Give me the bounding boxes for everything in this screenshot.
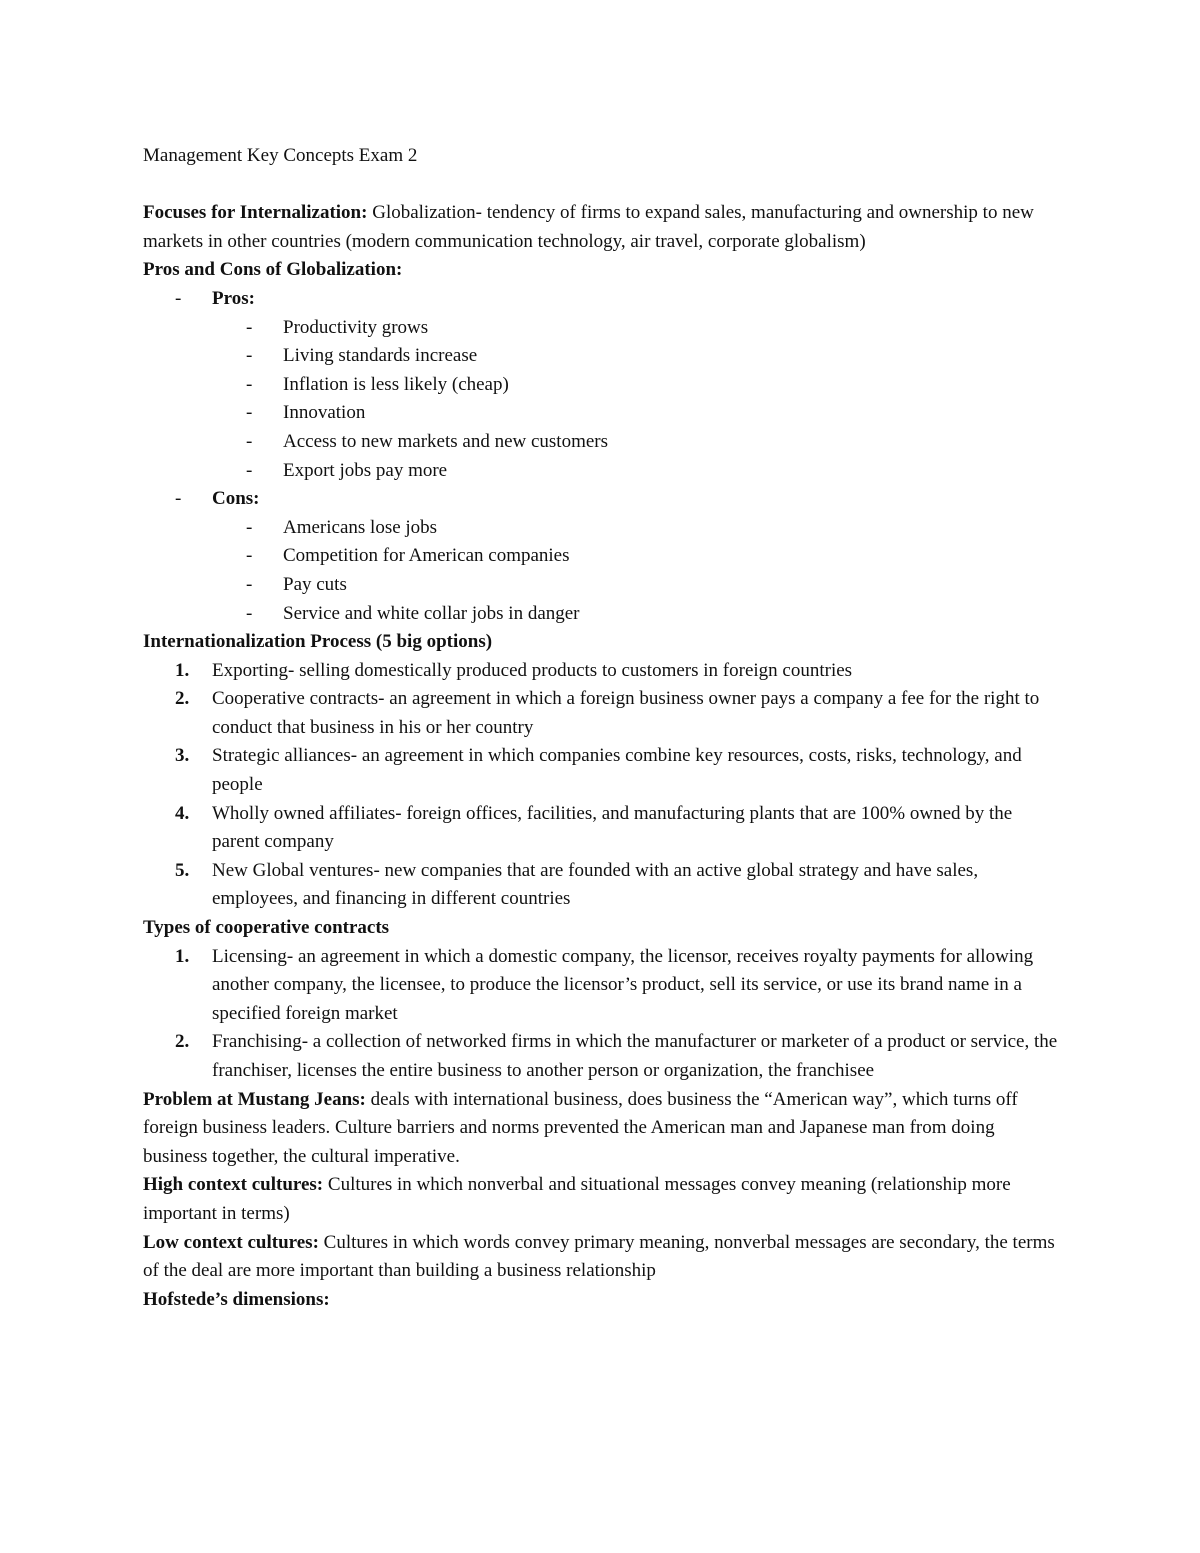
pros-cons-heading: Pros and Cons of Globalization: (143, 259, 403, 281)
numbered-item: 3. Strategic alliances- an agreement in which companies combine key resources, costs, risks, technology, and people (143, 742, 1063, 799)
item-number: 2. (175, 688, 190, 710)
numbered-item: 2. Franchising- a collection of networked firms in which the manufacturer or marketer of a product or service, the franchiser, licenses the entire business to another person or organization, the franchisee (143, 1028, 1063, 1085)
high-context-paragraph: High context cultures: Cultures in which nonverbal and situational messages convey meaning (relationship more important in terms) (143, 1174, 1011, 1224)
pros-item (143, 285, 1063, 314)
list-item: - Access to new markets and new customers (143, 428, 1063, 457)
list-item: - Productivity grows (143, 314, 1063, 343)
bullet-dash: - (246, 402, 253, 424)
bullet-dash: - (246, 573, 253, 595)
bullet-dash: - (246, 430, 253, 452)
numbered-item: 2. Cooperative contracts- an agreement in which a foreign business owner pays a company a fee for the right to conduct that business in his or her country (143, 685, 1063, 742)
focuses-paragraph (143, 199, 1063, 256)
bullet-dash: - (175, 488, 182, 510)
low-context-label: Low context cultures: (143, 1231, 319, 1253)
bullet-dash: - (246, 459, 253, 481)
document-page (143, 142, 1063, 1314)
cooperative-heading: Types of cooperative contracts (143, 917, 390, 939)
mustang-label: Problem at Mustang Jeans: (143, 1088, 366, 1110)
list-item: - Living standards increase (143, 342, 1063, 371)
list-item: - Innovation (143, 399, 1063, 428)
list-item: - Pay cuts (143, 571, 1063, 600)
high-context-label: High context cultures: (143, 1174, 324, 1196)
numbered-item: 4. Wholly owned affiliates- foreign offices, facilities, and manufacturing plants that are 100% owned by the parent company (143, 800, 1063, 857)
numbered-item: 5. New Global ventures- new companies that are founded with an active global strategy and have sales, employees, and financing in different countries (143, 857, 1063, 914)
low-context-paragraph: Low context cultures: Cultures in which words convey primary meaning, nonverbal messages are secondary, the terms of the deal are more important than building a business relationship (143, 1231, 1055, 1282)
numbered-item: 1. Exporting- selling domestically produced products to customers in foreign countries (143, 657, 1063, 686)
item-number: 5. (175, 859, 190, 881)
hofstede-heading: Hofstede’s dimensions: (143, 1288, 330, 1310)
bullet-dash: - (246, 373, 253, 395)
item-number: 3. (175, 745, 190, 767)
document-title: Management Key Concepts Exam 2 (143, 145, 418, 166)
focuses-label: Focuses for Internalization: (143, 202, 368, 224)
mustang-paragraph: Problem at Mustang Jeans: deals with international business, does business the “American way”, which turns off foreign business leaders. Culture barriers and norms prevented the American man and Japanese man from doing business together, the cultural imperative. (143, 1088, 1018, 1167)
bullet-dash: - (246, 602, 253, 624)
bullet-dash: - (246, 516, 253, 538)
bullet-dash: - (246, 545, 253, 567)
item-number: 1. (175, 659, 190, 681)
focuses-text: Globalization- tendency of firms to expand sales, manufacturing and ownership to new markets in other countries (modern communication technology, air travel, corporate globalism) (143, 202, 1034, 252)
cons-item (143, 485, 1063, 514)
list-item: - Competition for American companies (143, 542, 1063, 571)
bullet-dash: - (246, 316, 253, 338)
item-number: 2. (175, 1031, 190, 1053)
pros-label: Pros: (212, 287, 255, 309)
list-item: - Americans lose jobs (143, 514, 1063, 543)
cons-label: Cons: (212, 488, 260, 510)
bullet-dash: - (175, 287, 182, 309)
list-item: - Inflation is less likely (cheap) (143, 371, 1063, 400)
bullet-dash: - (246, 345, 253, 367)
internationalization-heading: Internationalization Process (5 big options) (143, 631, 493, 653)
item-number: 1. (175, 945, 190, 967)
list-item: - Service and white collar jobs in danger (143, 600, 1063, 629)
numbered-item: 1. Licensing- an agreement in which a domestic company, the licensor, receives royalty payments for allowing another company, the licensee, to produce the licensor’s product, sell its service, or use its brand name in a specified foreign market (143, 943, 1063, 1029)
item-number: 4. (175, 802, 190, 824)
list-item: - Export jobs pay more (143, 457, 1063, 486)
